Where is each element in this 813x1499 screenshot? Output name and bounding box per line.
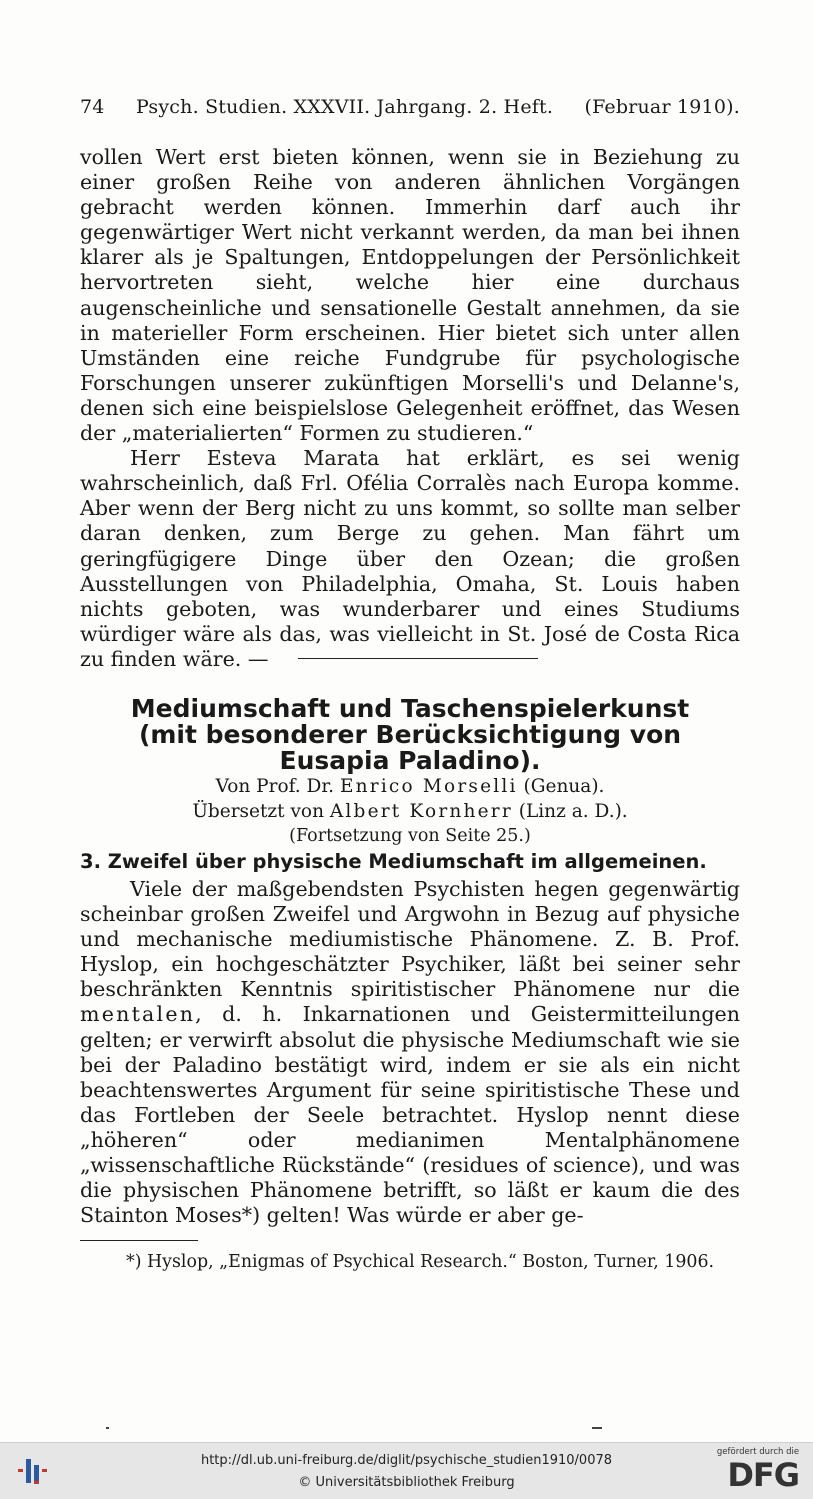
continued-article-text xyxy=(80,145,740,672)
section-heading: 3. Zweifel über physische Mediumschaft im allgemeinen. xyxy=(80,850,707,873)
author-name: Enrico Morselli xyxy=(339,776,518,797)
footnote: *) Hyslop, „Enigmas of Psychical Research.“ Boston, Turner, 1906. xyxy=(126,1252,715,1272)
scan-mark xyxy=(106,1427,109,1429)
translator-byline: Übersetzt von Albert Kornherr (Linz a. D.). xyxy=(192,801,628,822)
page-number: 74 xyxy=(80,96,105,118)
emphasized-word: mentalen xyxy=(80,1002,196,1027)
paragraph: Viele der maßgebendsten Psychisten hegen gegenwärtig scheinbar großen Zweifel und Argwohn in Bezug auf physiche und mechanische mediumistische Phänomene. Z. B. Prof. Hyslop, ein hochgeschätzter Psychiker, läßt bei seiner sehr beschränkten Kenntnis spiritistischer Phänomene nur die mentalen, d. h. Inkarnationen und Geistermitteilungen gelten; er verwirft absolut die physische Mediumschaft wie sie bei der Paladino bestätigt wird, indem er sie als ein nicht beachtenswertes Argument für seine spiritistische These und das Fortleben der Seele betrachtet. Hyslop nennt diese „höheren“ oder medianimen Mentalphänomene „wissenschaftliche Rückstände“ (residues of science), und was die physischen Phänomene betrifft, so läßt er kaum die des Stainton Moses*) gelten! Was würde er aber ge- xyxy=(80,877,740,1228)
paragraph: vollen Wert erst bieten können, wenn sie in Beziehung zu einer großen Reihe von anderen ähnlichen Vorgängen gebracht werden können. Immerhin darf auch ihr gegenwärtiger Wert nicht verkannt werden, da man bei ihnen klarer als je Spaltungen, Entdoppelungen der Persönlichkeit hervortreten sieht, welche hier eine durchaus augenscheinliche und sensationelle Gestalt annehmen, da sie in materieller Form erscheinen. Hier bietet sich unter allen Umständen eine reiche Fundgrube für psychologische Forschungen unserer zukünftigen Morselli's und Delanne's, denen sich eine beispielslose Gelegenheit eröffnet, das Wesen der „materialierten“ Formen zu studieren.“ xyxy=(80,145,740,446)
article-body xyxy=(80,877,740,1228)
translator-name: Albert Kornherr xyxy=(329,801,513,822)
footnote-divider xyxy=(80,1240,198,1241)
article-title: Mediumschaft und Taschenspielerkunst (mit besonderer Berücksichtigung von Eusapia Paladino). xyxy=(130,694,690,775)
section-divider xyxy=(298,658,538,659)
author-byline: Von Prof. Dr. Enrico Morselli (Genua). xyxy=(215,776,605,797)
issue-date: (Februar 1910). xyxy=(584,96,740,118)
dfg-caption: gefördert durch die xyxy=(716,1447,800,1457)
paragraph: Herr Esteva Marata hat erklärt, es sei wenig wahrscheinlich, daß Frl. Ofélia Corralès nach Europa komme. Aber wenn der Berg nicht zu uns kommt, so sollte man selber daran denken, zum Berge zu gehen. Man fährt um geringfügigere Dinge über den Ozean; die großen Ausstellungen von Philadelphia, Omaha, St. Louis haben nichts geboten, was wunderbarer und eines Studiums würdiger wäre als das, was vielleicht in St. José de Costa Rica zu finden wäre. — xyxy=(80,446,740,671)
running-header xyxy=(80,96,740,118)
viewer-footer xyxy=(0,1442,813,1499)
journal-title: Psych. Studien. XXXVII. Jahrgang. 2. Heft. xyxy=(135,96,554,118)
continuation-note: (Fortsetzung von Seite 25.) xyxy=(289,826,531,846)
copyright-notice: © Universitätsbibliothek Freiburg xyxy=(298,1475,515,1490)
scan-mark xyxy=(592,1427,602,1429)
dfg-logo[interactable]: DFG xyxy=(727,1456,799,1494)
permalink-url[interactable]: http://dl.ub.uni-freiburg.de/diglit/psychische_studien1910/0078 xyxy=(200,1453,613,1468)
